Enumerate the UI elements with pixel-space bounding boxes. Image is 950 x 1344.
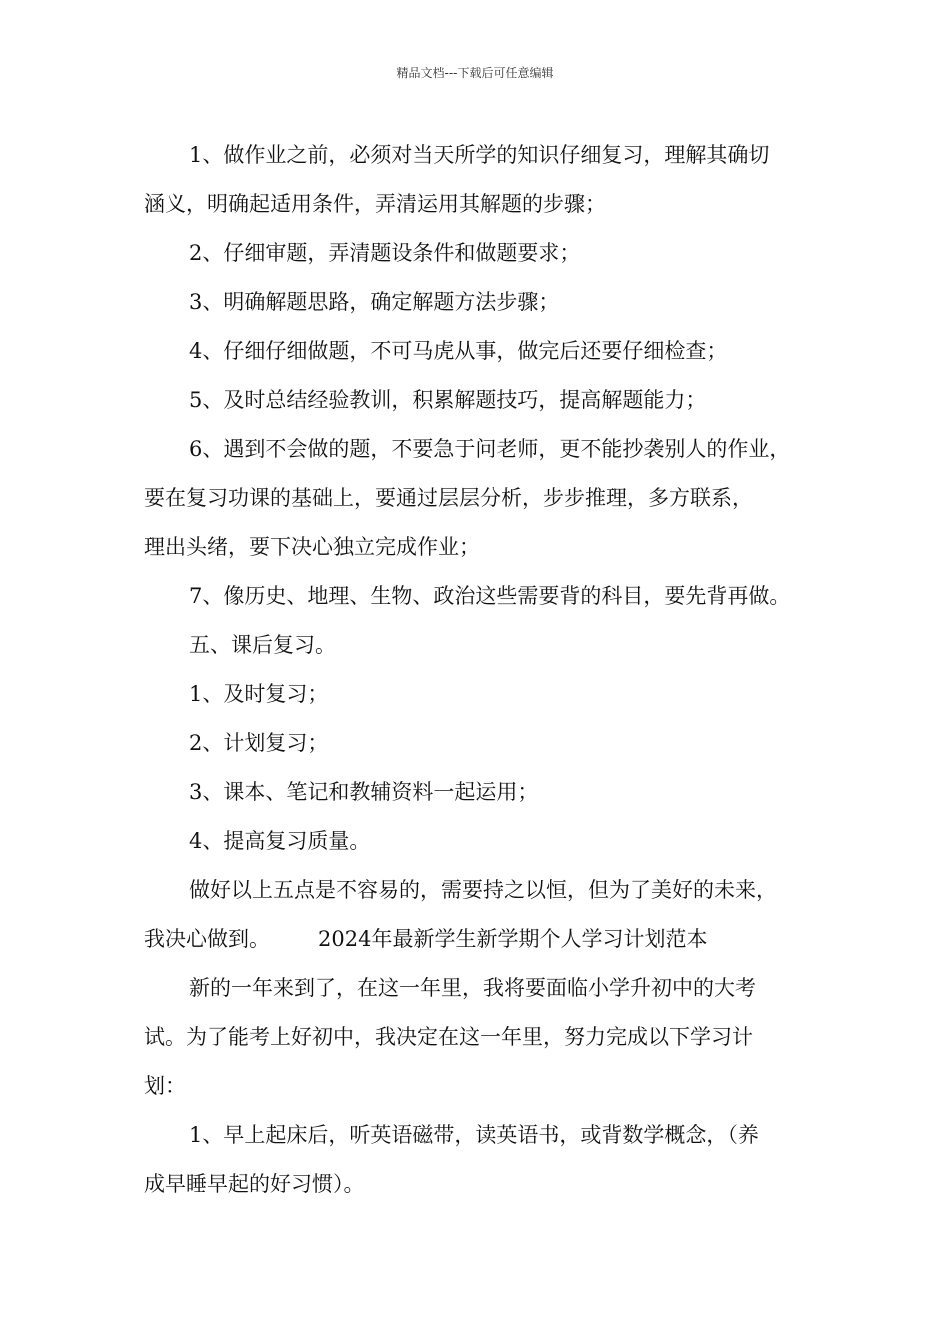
document-body <box>144 131 834 1209</box>
section-heading: 五、课后复习。 <box>189 633 336 657</box>
text-line: 3、明确解题思路，确定解题方法步骤； <box>189 290 560 314</box>
text-line: 1、及时复习； <box>189 682 329 706</box>
page-header: 精品文档---下载后可任意编辑 <box>396 66 554 80</box>
text-fragment: 我决心做到。 <box>144 927 270 951</box>
text-line: 划： <box>144 1074 186 1098</box>
text-line: 6、遇到不会做的题，不要急于问老师，更不能抄袭别人的作业， <box>189 437 791 461</box>
text-line: 涵义，明确起适用条件，弄清运用其解题的步骤； <box>144 192 606 216</box>
text-line: 要在复习功课的基础上，要通过层层分析，步步推理，多方联系， <box>144 486 753 510</box>
text-line: 4、仔细仔细做题，不可马虎从事，做完后还要仔细检查； <box>189 339 728 363</box>
document-title: 2024年最新学生新学期个人学习计划范本 <box>318 927 708 951</box>
text-line: 成早睡早起的好习惯）。 <box>144 1172 365 1196</box>
text-line: 5、及时总结经验教训，积累解题技巧，提高解题能力； <box>189 388 707 412</box>
text-line: 2、计划复习； <box>189 731 329 755</box>
text-line: 新的一年来到了，在这一年里，我将要面临小学升初中的大考 <box>189 976 756 1000</box>
text-line: 试。为了能考上好初中，我决定在这一年里，努力完成以下学习计 <box>144 1025 753 1049</box>
text-line: 1、早上起床后，听英语磁带，读英语书，或背数学概念，（养 <box>189 1123 759 1147</box>
text-line: 3、课本、笔记和教辅资料一起运用； <box>189 780 539 804</box>
text-line: 2、仔细审题，弄清题设条件和做题要求； <box>189 241 581 265</box>
text-line: 理出头绪，要下决心独立完成作业； <box>144 535 480 559</box>
text-line: 做好以上五点是不容易的，需要持之以恒，但为了美好的未来， <box>189 878 777 902</box>
text-line: 7、像历史、地理、生物、政治这些需要背的科目，要先背再做。 <box>189 584 791 608</box>
text-line: 4、提高复习质量。 <box>189 829 371 853</box>
text-line: 1、做作业之前，必须对当天所学的知识仔细复习，理解其确切 <box>189 143 770 167</box>
text-line-mixed <box>144 915 834 964</box>
